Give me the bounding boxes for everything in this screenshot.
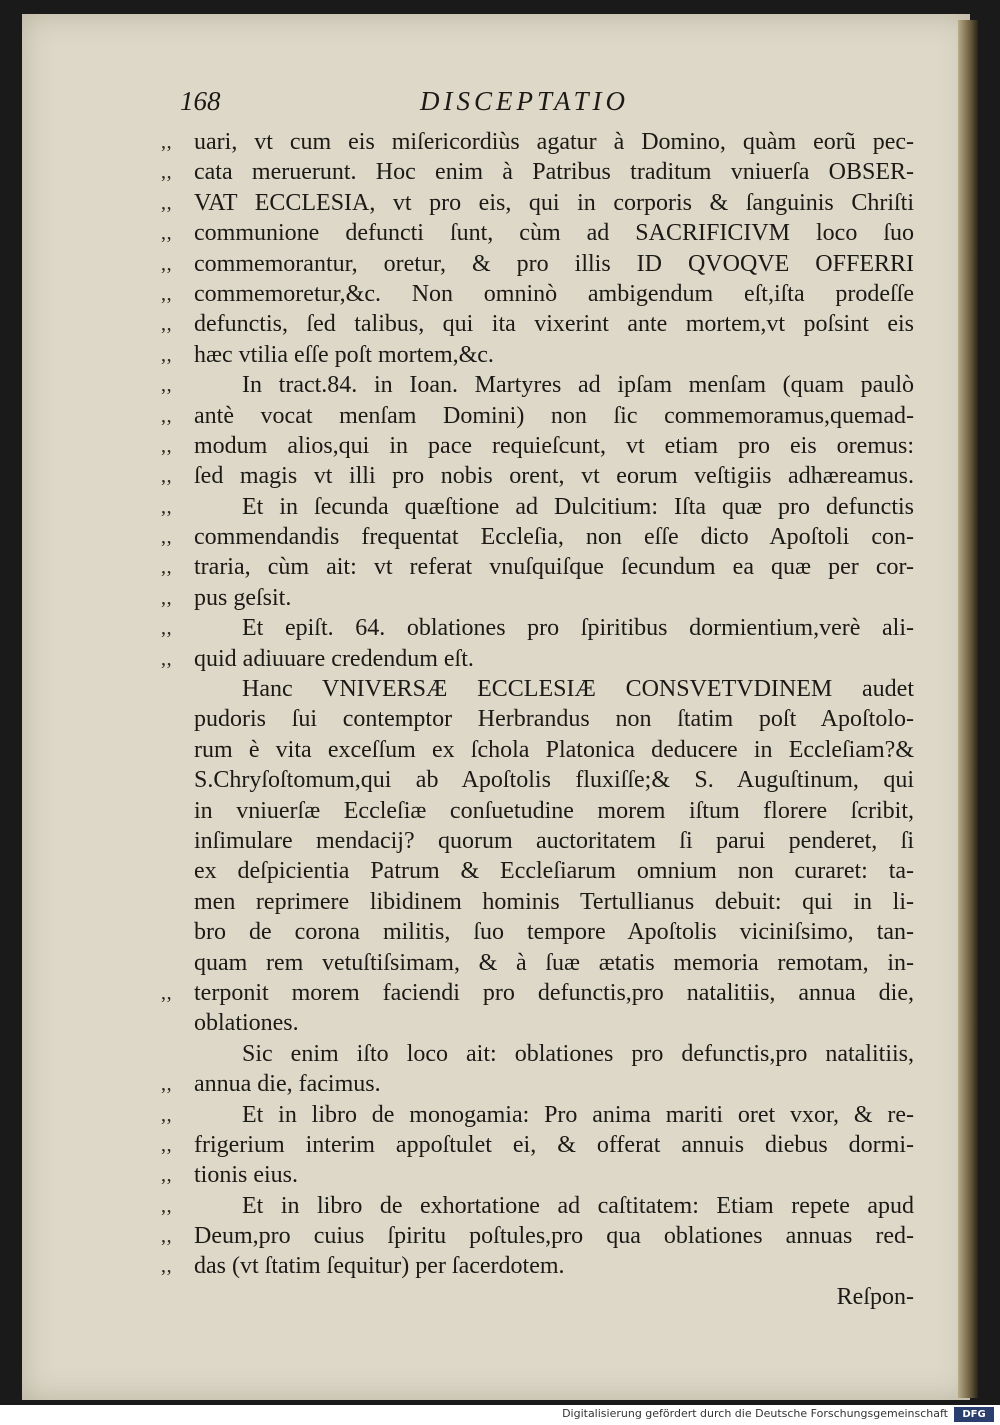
line-text: commemorantur, oretur, & pro illis ID QVOQVE OFFERRI: [194, 250, 914, 277]
line-text: traria, cùm ait: vt referat vnuſquiſque ſecundum ea quæ per cor-: [194, 554, 914, 581]
text-line: [160, 218, 920, 248]
line-text: in vniuerſæ Eccleſiæ conſuetudine morem iſtum florere ſcribit,: [194, 797, 914, 824]
line-text: Et in ſecunda quæſtione ad Dulcitium: Iſta quæ pro defunctis: [242, 493, 914, 520]
text-line: [160, 188, 920, 218]
running-title: DISCEPTATIO: [420, 86, 629, 116]
quote-marker: ‚‚: [160, 404, 172, 427]
quote-marker: ‚‚: [160, 465, 172, 488]
line-text: defunctis, ſed talibus, qui ita vixerint ante mortem,vt poſsint eis: [194, 311, 914, 338]
text-line: [160, 1160, 920, 1190]
line-text: Et in libro de exhortatione ad caſtitatem: Etiam repete apud: [242, 1192, 914, 1219]
quote-marker: ‚‚: [160, 1194, 172, 1217]
quote-marker: ‚‚: [160, 526, 172, 549]
text-line: [160, 127, 920, 157]
text-line: [160, 1221, 920, 1251]
line-text: commemoretur,&c. Non omninò ambigendum eſt,iſta prodeſſe: [194, 280, 914, 307]
quote-marker: ‚‚: [160, 282, 172, 305]
text-line: [160, 157, 920, 187]
quote-marker: ‚‚: [160, 647, 172, 670]
quote-marker: ‚‚: [160, 252, 172, 275]
line-text: ſed magis vt illi pro nobis orent, vt eorum veſtigiis adhæreamus.: [194, 463, 914, 490]
quote-marker: ‚‚: [160, 1225, 172, 1248]
quote-marker: ‚‚: [160, 434, 172, 457]
line-text: pus geſsit.: [194, 584, 292, 611]
line-text: quam rem vetuſtiſsimam, & à ſuæ ætatis memoria remotam, in-: [194, 949, 914, 976]
line-text: communione defuncti ſunt, cùm ad SACRIFICIVM loco ſuo: [194, 220, 914, 247]
line-text: Et in libro de monogamia: Pro anima mariti oret vxor, & re-: [242, 1101, 914, 1128]
quote-marker: ‚‚: [160, 131, 172, 153]
text-line: [160, 431, 920, 461]
line-text: frigerium interim appoſtulet ei, & offerat annuis diebus dormi-: [194, 1131, 914, 1158]
line-text: bro de corona militis, ſuo tempore Apoſtolis viciniſsimo, tan-: [194, 919, 914, 946]
text-line: [160, 1191, 920, 1221]
text-line: [160, 309, 920, 339]
quote-marker: ‚‚: [160, 374, 172, 397]
quote-marker: ‚‚: [160, 1103, 172, 1126]
quote-marker: ‚‚: [160, 343, 172, 366]
text-line: [160, 887, 920, 917]
text-line: [160, 765, 920, 795]
line-text: VAT ECCLESIA, vt pro eis, qui in corporis & ſanguinis Chriſti: [194, 189, 914, 216]
line-text: hæc vtilia eſſe poſt mortem,&c.: [194, 341, 494, 368]
text-line: [160, 978, 920, 1008]
line-text: rum è vita exceſſum ex ſchola Platonica deducere in Eccleſiam?&: [194, 736, 914, 763]
text-line: [160, 340, 920, 370]
text-line: [160, 401, 920, 431]
text-line: [160, 1251, 920, 1281]
quote-marker: ‚‚: [160, 981, 172, 1004]
line-text: uari, vt cum eis miſericordiùs agatur à Domino, quàm eorũ pec-: [194, 129, 914, 155]
quote-marker: ‚‚: [160, 617, 172, 640]
catchword: Reſpon-: [836, 1283, 914, 1310]
text-line: [160, 704, 920, 734]
text-line: [160, 613, 920, 643]
text-line: [160, 856, 920, 886]
quote-marker: ‚‚: [160, 556, 172, 579]
quote-marker: ‚‚: [160, 1133, 172, 1156]
line-text: S.Chryſoſtomum,qui ab Apoſtolis fluxiſſe;& S. Auguſtinum, qui: [194, 767, 914, 794]
line-text: Et epiſt. 64. oblationes pro ſpiritibus dormientium,verè ali-: [242, 615, 914, 642]
text-line: [160, 826, 920, 856]
text-line: [160, 249, 920, 279]
line-text: modum alios,qui in pace requieſcunt, vt etiam pro eis oremus:: [194, 432, 914, 459]
quote-marker: ‚‚: [160, 313, 172, 336]
quote-marker: ‚‚: [160, 1073, 172, 1096]
line-text: quid adiuuare credendum eſt.: [194, 645, 474, 672]
text-line: [160, 1039, 920, 1069]
text-line: [160, 735, 920, 765]
text-line: [160, 1008, 920, 1038]
line-text: das (vt ſtatim ſequitur) per ſacerdotem.: [194, 1253, 565, 1280]
text-line: [160, 370, 920, 400]
line-text: tionis eius.: [194, 1162, 299, 1189]
text-line: [160, 492, 920, 522]
line-text: pudoris ſui contemptor Herbrandus non ſtatim poſt Apoſtolo-: [194, 706, 914, 733]
text-line: [160, 1130, 920, 1160]
line-text: Sic enim iſto loco ait: oblationes pro defunctis,pro natalitiis,: [242, 1040, 914, 1067]
line-text: inſimulare mendacij? quorum auctoritatem ſi parui penderet, ſi: [194, 827, 914, 854]
quote-marker: ‚‚: [160, 1255, 172, 1278]
line-text: ex deſpicientia Patrum & Eccleſiarum omnium non curaret: ta-: [194, 858, 914, 885]
line-text: annua die, facimus.: [194, 1071, 381, 1098]
page-number: 168: [180, 86, 221, 116]
text-line: [160, 522, 920, 552]
catchword-line: [160, 1282, 920, 1312]
line-text: terponit morem faciendi pro defunctis,pro natalitiis, annua die,: [194, 979, 914, 1006]
digitization-footer: [0, 1405, 1000, 1425]
line-text: commendandis frequentat Eccleſia, non eſſe dicto Apoſtoli con-: [194, 524, 914, 551]
line-text: Hanc VNIVERSÆ ECCLESIÆ CONSVETVDINEM audet: [242, 676, 914, 703]
text-line: [160, 644, 920, 674]
quote-marker: ‚‚: [160, 161, 172, 184]
quote-marker: ‚‚: [160, 191, 172, 214]
text-line: [160, 583, 920, 613]
page-header: [180, 86, 720, 126]
line-text: In tract.84. in Ioan. Martyres ad ipſam menſam (quam paulò: [242, 372, 914, 399]
text-line: [160, 674, 920, 704]
line-text: men reprimere libidinem hominis Tertullianus debuit: qui in li-: [194, 888, 914, 915]
dfg-logo: DFG: [954, 1407, 994, 1422]
quote-marker: ‚‚: [160, 495, 172, 518]
line-text: cata meruerunt. Hoc enim à Patribus traditum vniuerſa OBSER-: [194, 159, 914, 186]
body-text: [160, 127, 920, 1312]
text-line: [160, 948, 920, 978]
text-line: [160, 796, 920, 826]
quote-marker: ‚‚: [160, 586, 172, 609]
text-line: [160, 461, 920, 491]
line-text: Deum,pro cuius ſpiritu poſtules,pro qua oblationes annuas red-: [194, 1223, 914, 1250]
text-line: [160, 279, 920, 309]
footer-credit: Digitalisierung gefördert durch die Deutsche Forschungsgemeinschaft: [562, 1407, 948, 1420]
text-line: [160, 1100, 920, 1130]
line-text: antè vocat menſam Domini) non ſic commemoramus,quemad-: [194, 402, 914, 429]
quote-marker: ‚‚: [160, 1164, 172, 1187]
line-text: oblationes.: [194, 1010, 299, 1037]
page-edge: [958, 20, 978, 1398]
text-line: [160, 1069, 920, 1099]
text-line: [160, 917, 920, 947]
text-line: [160, 552, 920, 582]
quote-marker: ‚‚: [160, 222, 172, 245]
